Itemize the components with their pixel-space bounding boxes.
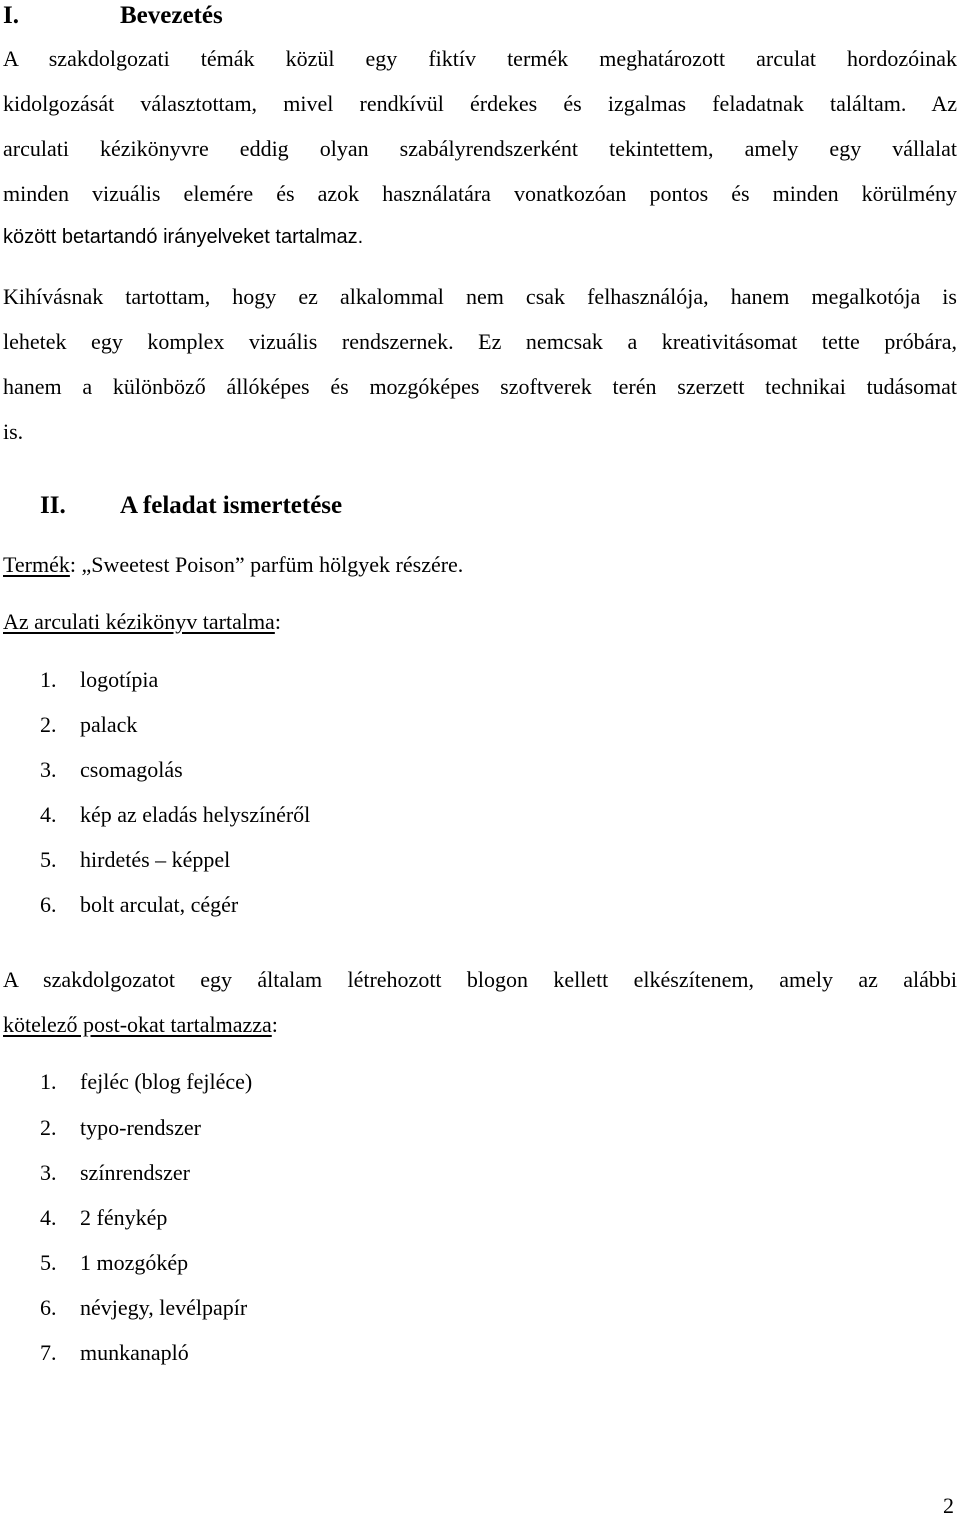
list-item-text: 1 mozgókép bbox=[80, 1250, 189, 1275]
list-item-number: 1. bbox=[40, 1069, 57, 1094]
list-item-number: 6. bbox=[40, 1295, 57, 1320]
paragraph-1-line-2: kidolgozását választottam, mivel rendkívül érdekes és izgalmas feladatnak találtam. Az bbox=[3, 91, 957, 116]
product-label: Termék bbox=[3, 552, 70, 577]
product-text: : „Sweetest Poison” parfüm hölgyek részére. bbox=[69, 552, 464, 577]
list-item-text: typo-rendszer bbox=[80, 1115, 201, 1140]
manual-label: Az arculati kézikönyv tartalma bbox=[3, 609, 275, 634]
list-item-text: 2 fénykép bbox=[80, 1205, 168, 1230]
paragraph-1-line-4: minden vizuális elemére és azok használatára vonatkozóan pontos és minden körülmény bbox=[3, 181, 957, 206]
list-item-text: csomagolás bbox=[80, 757, 183, 782]
page-number: 2 bbox=[943, 1493, 954, 1518]
list-item-text: kép az eladás helyszínéről bbox=[80, 802, 311, 827]
list-item-number: 7. bbox=[40, 1340, 57, 1365]
list-item-text: fejléc (blog fejléce) bbox=[80, 1069, 253, 1094]
list-item-number: 4. bbox=[40, 1205, 57, 1230]
list-item-number: 6. bbox=[40, 892, 57, 917]
list-item-text: bolt arculat, cégér bbox=[80, 892, 239, 917]
product-line bbox=[3, 552, 957, 578]
blog-colon: : bbox=[271, 1012, 278, 1037]
manual-colon: : bbox=[274, 609, 281, 634]
list-item-number: 4. bbox=[40, 802, 57, 827]
blog-line-2 bbox=[3, 1012, 957, 1038]
list-item-number: 5. bbox=[40, 847, 57, 872]
section-2-number: II. bbox=[40, 492, 66, 519]
list-item-text: névjegy, levélpapír bbox=[80, 1295, 248, 1320]
manual-heading bbox=[3, 609, 957, 635]
list-item-text: logotípia bbox=[80, 667, 159, 692]
blog-line-1: A szakdolgozatot egy általam létrehozott blogon kellett elkészítenem, amely az alábbi bbox=[3, 967, 957, 992]
blog-label: kötelező post-okat tartalmazza bbox=[3, 1012, 272, 1037]
list-item-number: 3. bbox=[40, 1160, 57, 1185]
paragraph-2-line-1: Kihívásnak tartottam, hogy ez alkalommal nem csak felhasználója, hanem megalkotója is bbox=[3, 284, 957, 309]
list-item-number: 5. bbox=[40, 1250, 57, 1275]
list-item-text: színrendszer bbox=[80, 1160, 190, 1185]
section-1-title: Bevezetés bbox=[120, 2, 223, 29]
paragraph-1-line-5: között betartandó irányelveket tartalmaz. bbox=[3, 226, 364, 248]
list-item-number: 2. bbox=[40, 712, 57, 737]
paragraph-2-line-4: is. bbox=[3, 419, 24, 444]
list-item-number: 1. bbox=[40, 667, 57, 692]
list-item-text: palack bbox=[80, 712, 138, 737]
section-2-title: A feladat ismertetése bbox=[120, 492, 343, 519]
list-item-text: munkanapló bbox=[80, 1340, 189, 1365]
paragraph-1-line-1: A szakdolgozati témák közül egy fiktív termék meghatározott arculat hordozóinak bbox=[3, 46, 957, 71]
section-1-number: I. bbox=[3, 2, 19, 29]
paragraph-1-line-3: arculati kézikönyvre eddig olyan szabályrendszerként tekintettem, amely egy vállalat bbox=[3, 136, 957, 161]
paragraph-2-line-2: lehetek egy komplex vizuális rendszernek. Ez nemcsak a kreativitásomat tette próbára, bbox=[3, 329, 957, 354]
list-item-number: 2. bbox=[40, 1115, 57, 1140]
list-item-number: 3. bbox=[40, 757, 57, 782]
paragraph-2-line-3: hanem a különböző állóképes és mozgóképes szoftverek terén szerzett technikai tudásomat bbox=[3, 374, 957, 399]
list-item-text: hirdetés – képpel bbox=[80, 847, 231, 872]
